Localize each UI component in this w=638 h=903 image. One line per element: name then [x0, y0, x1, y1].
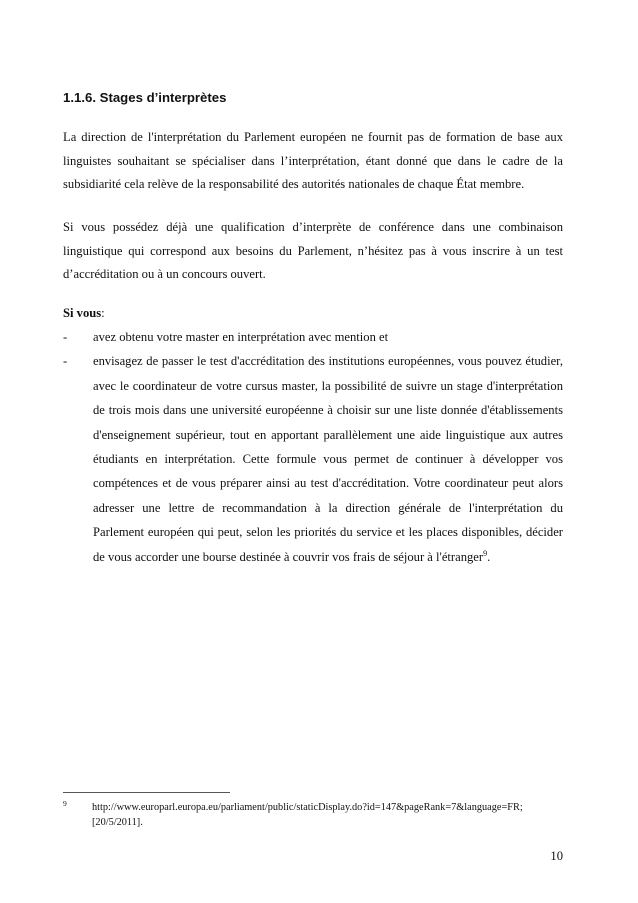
- paragraph-intro: La direction de l'interprétation du Parlement européen ne fournit pas de formation de base aux linguistes souhaitant se spécialiser dans l’interprétation, étant donné que dans le cadre de la subsidiarité cela relève de la responsabilité des autorités nationales de chaque État membre.: [63, 130, 563, 192]
- conditions-lead-bold: Si vous: [63, 306, 102, 320]
- footnote-reference[interactable]: 9: [483, 548, 488, 558]
- footnote-divider: [63, 792, 230, 793]
- conditions-lead-colon: :: [101, 306, 105, 320]
- conditions-lead: [63, 304, 105, 322]
- footnote: [63, 800, 563, 830]
- list-dash: -: [63, 354, 68, 369]
- section-heading: 1.1.6. Stages d’interprètes: [63, 90, 227, 105]
- list-item: [63, 349, 563, 569]
- list-item: [63, 325, 563, 349]
- list-item-trailing: .: [487, 549, 491, 564]
- list-dash: -: [63, 330, 68, 344]
- footnote-url[interactable]: http://www.europarl.europa.eu/parliament/public/staticDisplay.do?id=147&pageRank=7&language=FR; [20/5/2011].: [92, 802, 523, 828]
- footnote-number: 9: [63, 799, 67, 808]
- paragraph-qualification: Si vous possédez déjà une qualification d’interprète de conférence dans une combinaison linguistique qui correspond aux besoins du Parlement, n’hésitez pas à vous inscrire à un test d’accréditation ou à un concours ouvert.: [63, 220, 563, 282]
- list-item-text: envisagez de passer le test d'accréditation des institutions européennes, vous pouvez étudier, avec le coordinateur de votre cursus master, la possibilité de suivre un stage d'interprétation de trois mois dans une université européenne à choisir sur une liste donnée d'établissements d'enseignement supérieur, tout en apportant parallèlement une aide linguistique aux autres étudiants en interprétation. Cette formule vous permet de continuer à développer vos compétences et de vous préparer ainsi au test d'accréditation. Votre coordinateur peut alors adresser une lettre de recommandation à la direction générale de l'interprétation du Parlement européen qui peut, selon les priorités du service et les places disponibles, décider de vous accorder une bourse destinée à couvrir vos frais de séjour à l'étranger: [93, 354, 563, 564]
- page-number: 10: [550, 849, 563, 863]
- list-item-text: avez obtenu votre master en interprétation avec mention et: [93, 330, 389, 344]
- conditions-list: [63, 325, 563, 569]
